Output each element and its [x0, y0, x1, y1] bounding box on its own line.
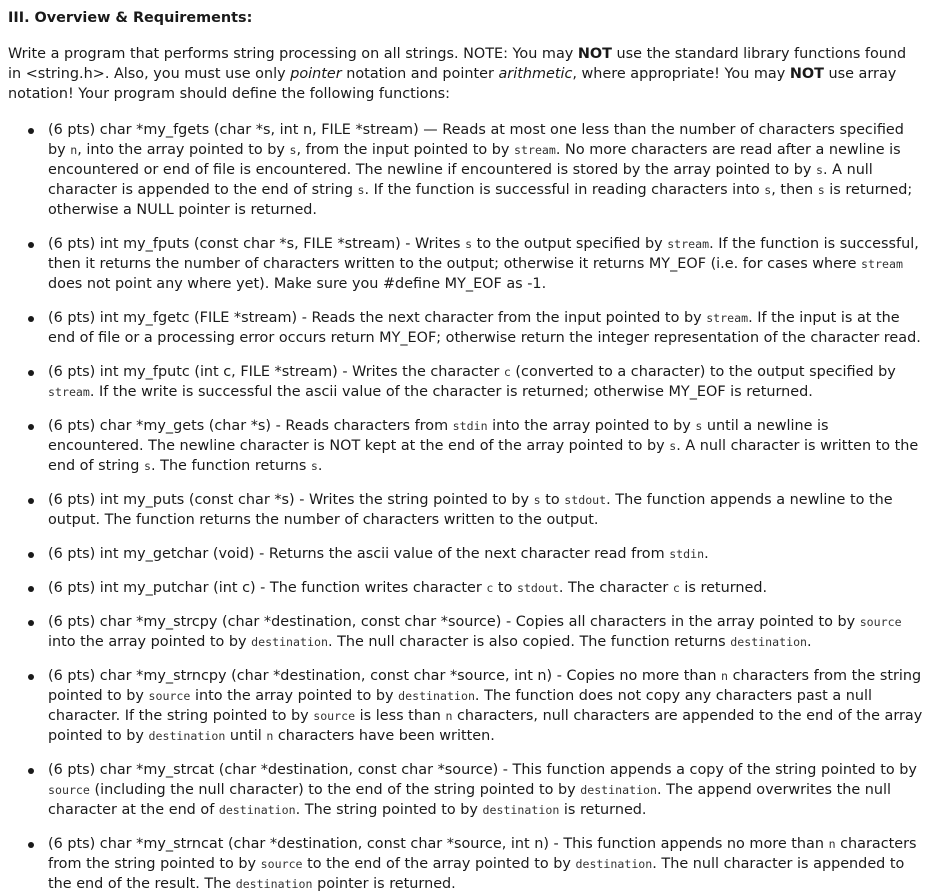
bullet-icon: [28, 498, 34, 504]
code-term: s: [289, 143, 297, 157]
code-term: c: [672, 581, 680, 595]
requirement-item: [8, 834, 923, 894]
requirement-text: characters from the string pointed to by: [48, 836, 917, 872]
requirement-item: [8, 362, 923, 402]
code-term: stream: [514, 143, 556, 157]
code-term: c: [486, 581, 494, 595]
requirement-text: (including the null character) to the end of the string pointed to by: [89, 782, 581, 798]
intro-paragraph: [8, 44, 923, 104]
requirement-text: characters have been written.: [273, 728, 495, 744]
requirement-item: [8, 578, 923, 598]
requirement-item: [8, 308, 923, 348]
code-term: source: [260, 857, 303, 871]
requirement-text: , from the input pointed to by: [296, 142, 515, 158]
intro-text: , where appropriate! You may: [572, 66, 790, 82]
requirement-text: characters from the string pointed to by: [48, 668, 922, 704]
bullet-icon: [28, 552, 34, 558]
code-term: n: [445, 709, 453, 723]
code-term: stdout: [564, 493, 607, 507]
code-term: source: [859, 615, 902, 629]
requirement-text: (6 pts) char *my_strcpy (char *destination, const char *source) - Copies all characters in the array pointed to by: [48, 614, 860, 630]
requirement-text: , then: [771, 182, 818, 198]
code-term: s: [695, 419, 703, 433]
code-term: destination: [730, 635, 808, 649]
intro-text: Write a program that performs string processing on all strings. NOTE: You may: [8, 46, 578, 62]
code-term: stdout: [516, 581, 559, 595]
requirement-text: (6 pts) char *my_strncpy (char *destination, const char *source, int n) - Copies no more than: [48, 668, 722, 684]
requirement-text: .: [807, 634, 812, 650]
requirement-text: .: [704, 546, 709, 562]
code-term: source: [148, 689, 191, 703]
code-term: destination: [398, 689, 475, 703]
requirement-text: . The string pointed to by: [295, 802, 483, 818]
requirement-item: [8, 612, 923, 652]
intro-text: use the standard library functions found in <string.h>. Also, you must use only: [8, 46, 907, 82]
requirement-text: . If the write is successful the ascii value of the character is returned; otherwise MY_EOF is returned.: [89, 384, 813, 400]
requirement-text: (6 pts) char *my_strcat (char *destination, const char *source) - This function appends a copy of the string pointed to by: [48, 762, 917, 778]
requirement-text: . The function appends a newline to the output. The function returns the number of characters written to the output.: [48, 492, 893, 528]
requirement-text: . The append overwrites the null character at the end of: [48, 782, 892, 818]
requirement-text: . A null character is written to the end of string: [48, 438, 919, 474]
code-term: source: [313, 709, 356, 723]
requirement-text: to: [493, 580, 517, 596]
code-term: s: [144, 459, 151, 473]
section-heading: III. Overview & Requirements:: [8, 10, 253, 26]
code-term: destination: [482, 803, 560, 817]
requirement-item: [8, 760, 923, 820]
requirement-text: (6 pts) int my_puts (const char *s) - Writes the string pointed to by: [48, 492, 534, 508]
code-term: destination: [575, 857, 653, 871]
requirement-text: characters, null characters are appended to the end of the array pointed to by: [48, 708, 923, 744]
code-term: stdin: [669, 547, 705, 561]
requirement-text: . No more characters are read after a newline is encountered or end of file is encountered. The newline if encountered is stored by the array pointed to by: [48, 142, 901, 178]
requirement-item: [8, 666, 923, 746]
intro-emphasis-pointer: pointer: [290, 66, 342, 82]
requirement-text: . A null character is appended to the end of string: [48, 162, 873, 198]
code-term: stream: [667, 237, 710, 251]
code-term: stream: [861, 257, 903, 271]
requirement-text: . The null character is also copied. The function returns: [327, 634, 731, 650]
bullet-icon: [28, 128, 34, 134]
bullet-icon: [28, 316, 34, 322]
requirement-text: . The function returns: [151, 458, 311, 474]
code-term: s: [669, 439, 677, 453]
requirement-text: (6 pts) int my_getchar (void) - Returns the ascii value of the next character read from: [48, 546, 670, 562]
intro-emphasis-not: NOT: [577, 46, 612, 62]
requirement-text: . If the function is successful, then it returns the number of characters written to the output; otherwise it returns MY_EOF (i.e. for cases where: [48, 236, 919, 272]
code-term: destination: [580, 783, 658, 797]
requirement-text: into the array pointed to by: [190, 688, 399, 704]
code-term: destination: [235, 877, 313, 891]
code-term: n: [266, 729, 274, 743]
requirement-text: is returned.: [559, 802, 647, 818]
code-term: s: [465, 237, 473, 251]
code-term: stream: [706, 311, 749, 325]
code-term: destination: [251, 635, 328, 649]
requirement-item: [8, 416, 923, 476]
requirement-text: . The function does not copy any characters past a null character. If the string pointed to by: [48, 688, 873, 724]
requirement-text: to: [540, 492, 565, 508]
requirement-text: . The character: [558, 580, 673, 596]
requirement-text: pointer is returned.: [312, 876, 456, 892]
intro-emphasis-not: NOT: [789, 66, 824, 82]
code-term: source: [48, 783, 90, 797]
bullet-icon: [28, 674, 34, 680]
requirement-text: .: [317, 458, 323, 474]
requirement-text: into the array pointed to by: [487, 418, 696, 434]
requirement-text: . If the input is at the end of file or a processing error occurs return MY_EOF; otherwise return the integer representation of the character read.: [48, 310, 921, 346]
bullet-icon: [28, 768, 34, 774]
requirement-text: into the array pointed to by: [48, 634, 252, 650]
requirement-text: (6 pts) int my_fputc (int c, FILE *stream) - Writes the character: [48, 364, 504, 380]
requirement-text: (6 pts) char *my_fgets (char *s, int n, FILE *stream) — Reads at most one less than the number of characters specified by: [48, 122, 904, 158]
code-term: c: [503, 365, 511, 379]
code-term: s: [357, 183, 365, 197]
requirement-text: to the end of the array pointed to by: [302, 856, 576, 872]
requirement-text: (6 pts) char *my_gets (char *s) - Reads characters from: [48, 418, 453, 434]
code-term: stdin: [452, 419, 488, 433]
requirement-text: (6 pts) int my_putchar (int c) - The function writes character: [48, 580, 487, 596]
bullet-icon: [28, 620, 34, 626]
code-term: s: [764, 183, 772, 197]
requirement-text: until a newline is encountered. The newline character is NOT kept at the end of the array pointed to by: [48, 418, 829, 454]
requirements-list: [8, 120, 923, 894]
requirement-item: [8, 490, 923, 530]
requirement-text: until: [225, 728, 267, 744]
code-term: n: [828, 837, 836, 851]
requirement-text: to the output specified by: [472, 236, 668, 252]
requirement-text: . If the function is successful in reading characters into: [364, 182, 765, 198]
bullet-icon: [28, 586, 34, 592]
bullet-icon: [28, 842, 34, 848]
bullet-icon: [28, 242, 34, 248]
code-term: s: [817, 183, 825, 197]
requirement-item: [8, 234, 923, 294]
requirement-text: , into the array pointed to by: [77, 142, 290, 158]
code-term: destination: [148, 729, 226, 743]
requirement-text: is returned.: [679, 580, 768, 596]
requirement-item: [8, 120, 923, 220]
code-term: s: [533, 493, 541, 507]
code-term: n: [70, 143, 78, 157]
intro-text: use array notation! Your program should define the following functions:: [8, 66, 897, 102]
code-term: s: [816, 163, 823, 177]
requirement-text: (6 pts) int my_fputs (const char *s, FILE *stream) - Writes: [48, 236, 466, 252]
code-term: s: [310, 459, 318, 473]
requirement-text: . The null character is appended to the end of the result. The: [48, 856, 905, 892]
requirement-text: (6 pts) char *my_strncat (char *destination, const char *source, int n) - This function appends no more than: [48, 836, 829, 852]
code-term: stream: [48, 385, 90, 399]
code-term: n: [721, 669, 729, 683]
requirement-item: [8, 544, 923, 564]
bullet-icon: [28, 370, 34, 376]
requirement-text: is less than: [355, 708, 446, 724]
intro-text: notation and pointer: [341, 66, 499, 82]
requirement-text: (6 pts) int my_fgetc (FILE *stream) - Reads the next character from the input pointed to by: [48, 310, 707, 326]
bullet-icon: [28, 424, 34, 430]
code-term: destination: [218, 803, 296, 817]
requirement-text: does not point any where yet). Make sure you #define MY_EOF as -1.: [48, 276, 547, 292]
requirement-text: is returned; otherwise a NULL pointer is returned.: [48, 182, 913, 218]
requirement-text: (converted to a character) to the output specified by: [510, 364, 896, 380]
intro-emphasis-arithmetic: arithmetic: [498, 66, 573, 82]
